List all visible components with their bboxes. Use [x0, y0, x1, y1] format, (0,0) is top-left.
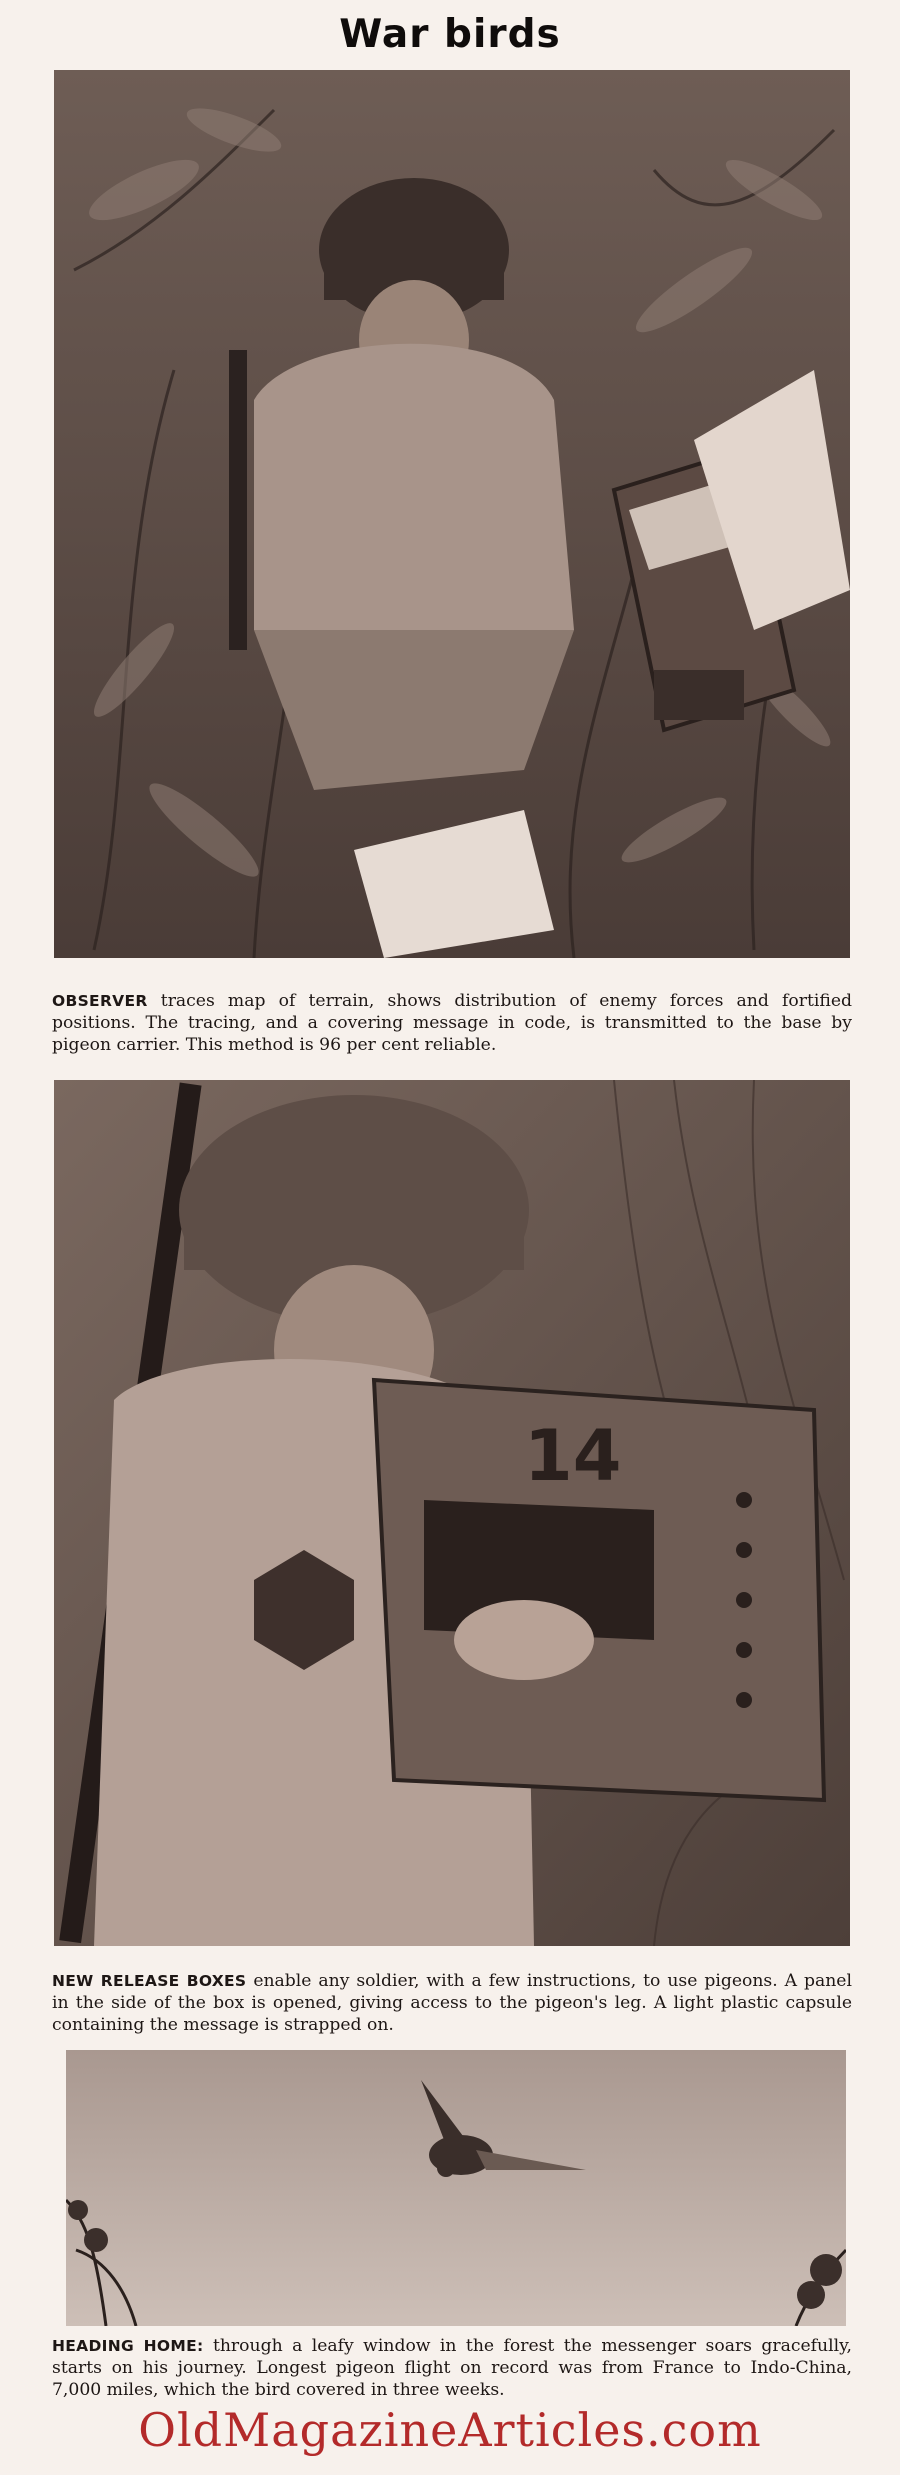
box-number: 14 — [524, 1415, 622, 1497]
caption-release-box-lead: NEW RELEASE BOXES — [52, 1972, 247, 1990]
caption-observer-text: traces map of terrain, shows distribution of enemy forces and fortified positions. The tracing, and a covering message in code, is transmitted to the base by pigeon carrier. This method is 96 per cent reliable. — [52, 991, 852, 1055]
caption-release-box — [52, 1970, 852, 2036]
caption-pigeon-flight-text: through a leafy window in the forest the messenger soars gracefully, starts on his journey. Longest pigeon flight on record was from France to Indo-China, 7,000 miles, which the bird covered in three weeks. — [52, 2336, 852, 2400]
photo-release-box — [54, 1080, 850, 1946]
photo-pigeon-flight — [66, 2050, 846, 2326]
caption-release-box-text: enable any soldier, with a few instructions, to use pigeons. A panel in the side of the box is opened, giving access to the pigeon's leg. A light plastic capsule containing the message is strapped on. — [52, 1971, 852, 2035]
watermark: OldMagazineArticles.com — [138, 2403, 762, 2457]
page-title: War birds — [339, 12, 561, 57]
pigeon-scene — [66, 2050, 846, 2326]
caption-observer — [52, 990, 852, 1056]
caption-observer-lead: OBSERVER — [52, 992, 148, 1010]
release-box-scene — [54, 1080, 850, 1946]
photo-observer — [54, 70, 850, 958]
caption-pigeon-flight — [52, 2335, 852, 2401]
caption-pigeon-flight-lead: HEADING HOME: — [52, 2337, 204, 2355]
observer-scene — [54, 70, 850, 958]
